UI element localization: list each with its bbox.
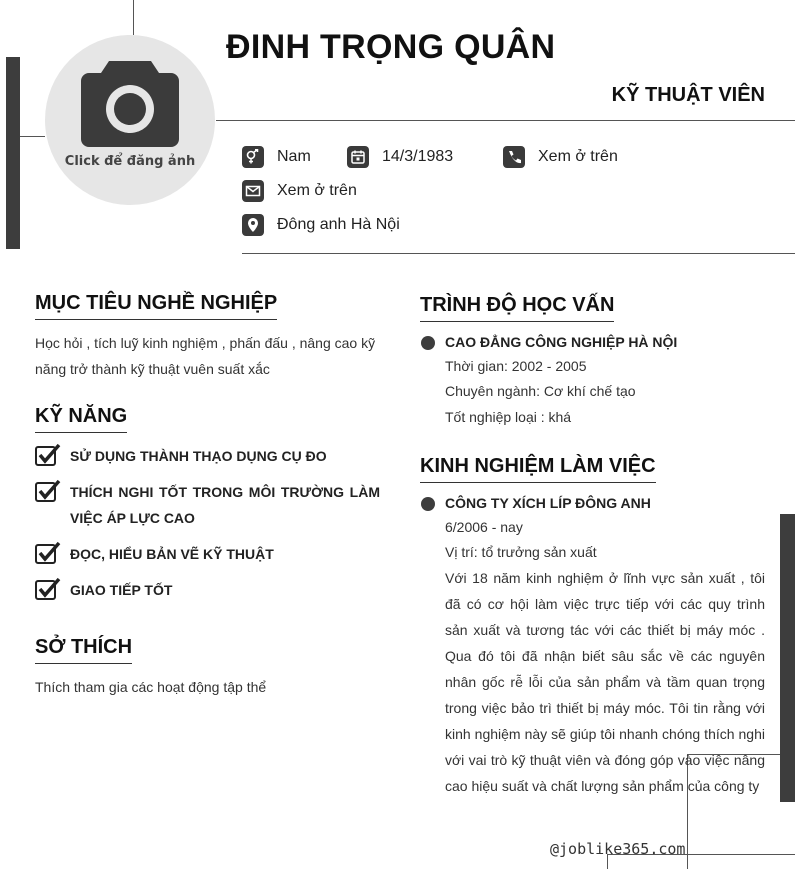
gender-icon <box>242 146 264 168</box>
email-icon <box>242 180 264 202</box>
education-major: Chuyên ngành: Cơ khí chế tạo <box>445 383 636 399</box>
skill-item <box>70 443 380 469</box>
checkbox-checked-icon <box>35 577 63 601</box>
address-value: Đông anh Hà Nội <box>277 216 400 233</box>
right-accent-bar <box>780 514 795 802</box>
location-icon <box>242 214 264 236</box>
skill-label: THÍCH NGHI TỐT TRONG MÔI TRƯỜNG LÀM VIỆC ÁP LỰC CAO <box>70 484 380 526</box>
education-grade: Tốt nghiệp loại : khá <box>445 409 572 425</box>
experience-title: KINH NGHIỆM LÀM VIỆC <box>420 455 656 483</box>
phone-icon <box>503 146 525 168</box>
skill-label: ĐỌC, HIỂU BẢN VẼ KỸ THUẬT <box>70 546 274 562</box>
objective-title: MỤC TIÊU NGHỀ NGHIỆP <box>35 292 277 320</box>
skill-item <box>70 577 380 603</box>
checkbox-checked-icon <box>35 479 63 503</box>
objective-text: Học hỏi , tích luỹ kinh nghiệm , phấn đấu , nâng cao kỹ năng trở thành kỹ thuật vuên suất xắc <box>35 335 376 377</box>
skill-label: GIAO TIẾP TỐT <box>70 582 173 598</box>
avatar-caption: Click để đăng ảnh <box>64 154 196 169</box>
left-divider-line <box>20 136 45 137</box>
company-name: CÔNG TY XÍCH LÍP ĐÔNG ANH <box>445 495 651 511</box>
experience-position: Vị trí: tổ trưởng sản xuất <box>445 544 597 560</box>
experience-bullet <box>421 497 435 511</box>
job-title: KỸ THUẬT VIÊN <box>611 84 765 106</box>
experience-period: 6/2006 - nay <box>445 519 523 535</box>
header-divider <box>216 120 795 121</box>
left-accent-bar <box>6 57 20 249</box>
education-time: Thời gian: 2002 - 2005 <box>445 358 587 374</box>
skill-item <box>70 541 380 567</box>
avatar-upload[interactable] <box>45 35 215 205</box>
contact-divider <box>242 253 795 254</box>
school-name: CAO ĐẲNG CÔNG NGHIỆP HÀ NỘI <box>445 334 678 350</box>
calendar-icon <box>347 146 369 168</box>
watermark: @joblike365.com <box>550 840 686 858</box>
email-value: Xem ở trên <box>277 182 357 199</box>
candidate-name: ĐINH TRỌNG QUÂN <box>226 28 556 66</box>
top-divider-line <box>133 0 134 35</box>
camera-icon <box>79 57 181 147</box>
checkbox-checked-icon <box>35 541 63 565</box>
skills-title: KỸ NĂNG <box>35 405 127 433</box>
checkbox-checked-icon <box>35 443 63 467</box>
skill-item <box>70 479 380 531</box>
birthday-value: 14/3/1983 <box>382 148 454 165</box>
phone-value: Xem ở trên <box>538 148 618 165</box>
experience-description: Với 18 năm kinh nghiệm ở lĩnh vực sản xuất , tôi đã có cơ hội làm việc trực tiếp với các quy trình sản xuất và tương tác với các thiết bị máy móc . Qua đó tôi đã nhận biết sâu sắc về các nguyên nhân gốc rễ lỗi của sản phẩm và tầm quan trọng trong việc bảo trì thiết bị máy móc. Tôi tin rằng với kinh nghiệm này sẽ giúp tôi nhanh chóng thích nghi với vai trò kỹ thuật viên và đóng góp vào việc nâng cao hiệu suất và chất lượng sản phẩm của công ty <box>445 570 765 794</box>
skill-label: SỬ DỤNG THÀNH THẠO DỤNG CỤ ĐO <box>70 448 327 464</box>
gender-value: Nam <box>277 148 311 165</box>
hobbies-text: Thích tham gia các hoạt động tập thể <box>35 679 267 695</box>
education-title: TRÌNH ĐỘ HỌC VẤN <box>420 294 614 322</box>
hobbies-title: SỞ THÍCH <box>35 636 132 664</box>
education-bullet <box>421 336 435 350</box>
